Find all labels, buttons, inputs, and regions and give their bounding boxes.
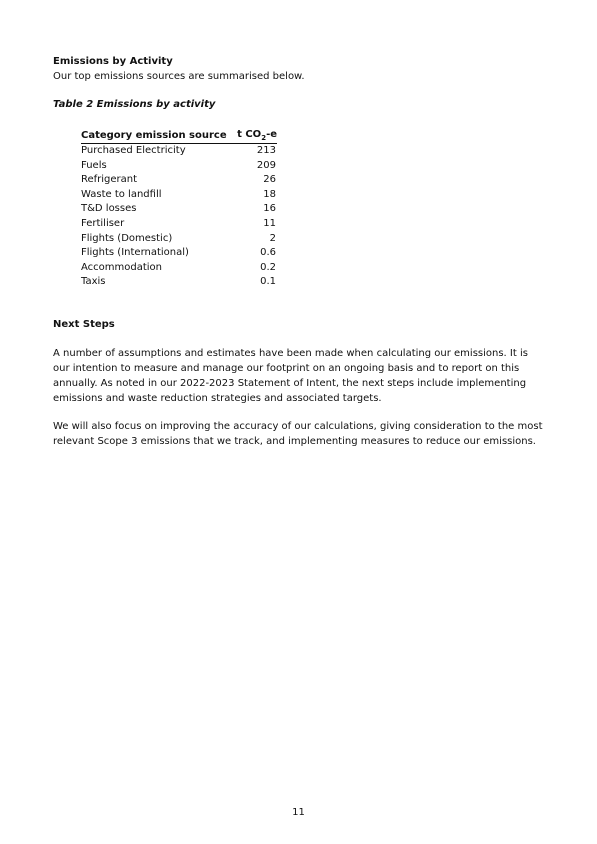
row-value: 0.1 (260, 276, 276, 288)
row-category: Fuels (81, 159, 107, 171)
section-intro: Our top emissions sources are summarised below. (53, 71, 305, 82)
page-number: 11 (292, 807, 305, 818)
row-category: Taxis (81, 276, 106, 288)
unit-prefix: t CO (237, 128, 262, 140)
emissions-table (81, 128, 277, 290)
table-row (81, 202, 277, 217)
table-caption: Table 2 Emissions by activity (53, 99, 216, 110)
next-steps-paragraph-2: We will also focus on improving the accuracy of our calculations, giving consideration to the most relevant Scope 3 emissions that we track, and implementing measures to reduce our emissions. (53, 421, 543, 447)
row-category: Flights (Domestic) (81, 232, 173, 244)
unit-suffix: -e (266, 128, 277, 140)
row-category: Fertiliser (81, 217, 125, 229)
section-heading: Emissions by Activity (53, 56, 173, 67)
table-body (81, 144, 277, 290)
row-value: 213 (256, 145, 276, 156)
next-steps-heading: Next Steps (53, 319, 115, 330)
row-category: Purchased Electricity (81, 145, 186, 156)
column-header-category: Category emission source (81, 128, 235, 144)
row-value: 209 (256, 159, 276, 171)
table-row (81, 232, 277, 247)
unit-subscript: 2 (261, 133, 267, 142)
row-category: Accommodation (81, 261, 163, 273)
table-row (81, 246, 277, 261)
row-category: T&D losses (81, 203, 137, 215)
row-value: 0.6 (260, 247, 276, 259)
next-steps-paragraph-1: A number of assumptions and estimates have been made when calculating our emissions. It is our intention to measure and manage our footprint on an ongoing basis and to report on this annually. As noted in our 2022-2023 Statement of Intent, the next steps include implementing emissions and waste reduction strategies and associated targets. (53, 348, 528, 404)
row-value: 18 (263, 188, 276, 200)
column-header-unit (235, 128, 277, 144)
table-row (81, 217, 277, 232)
row-category: Waste to landfill (81, 188, 162, 200)
table-row (81, 261, 277, 276)
row-category: Refrigerant (81, 174, 138, 186)
row-category: Flights (International) (81, 247, 189, 259)
table-header-row (81, 128, 277, 144)
table-row (81, 173, 277, 188)
row-value: 11 (263, 217, 276, 229)
row-value: 26 (263, 174, 276, 186)
table-row (81, 159, 277, 174)
table-row (81, 275, 277, 290)
table-row (81, 188, 277, 203)
row-value: 0.2 (260, 261, 276, 273)
row-value: 2 (269, 232, 276, 244)
row-value: 16 (263, 203, 276, 215)
table-row (81, 144, 277, 159)
